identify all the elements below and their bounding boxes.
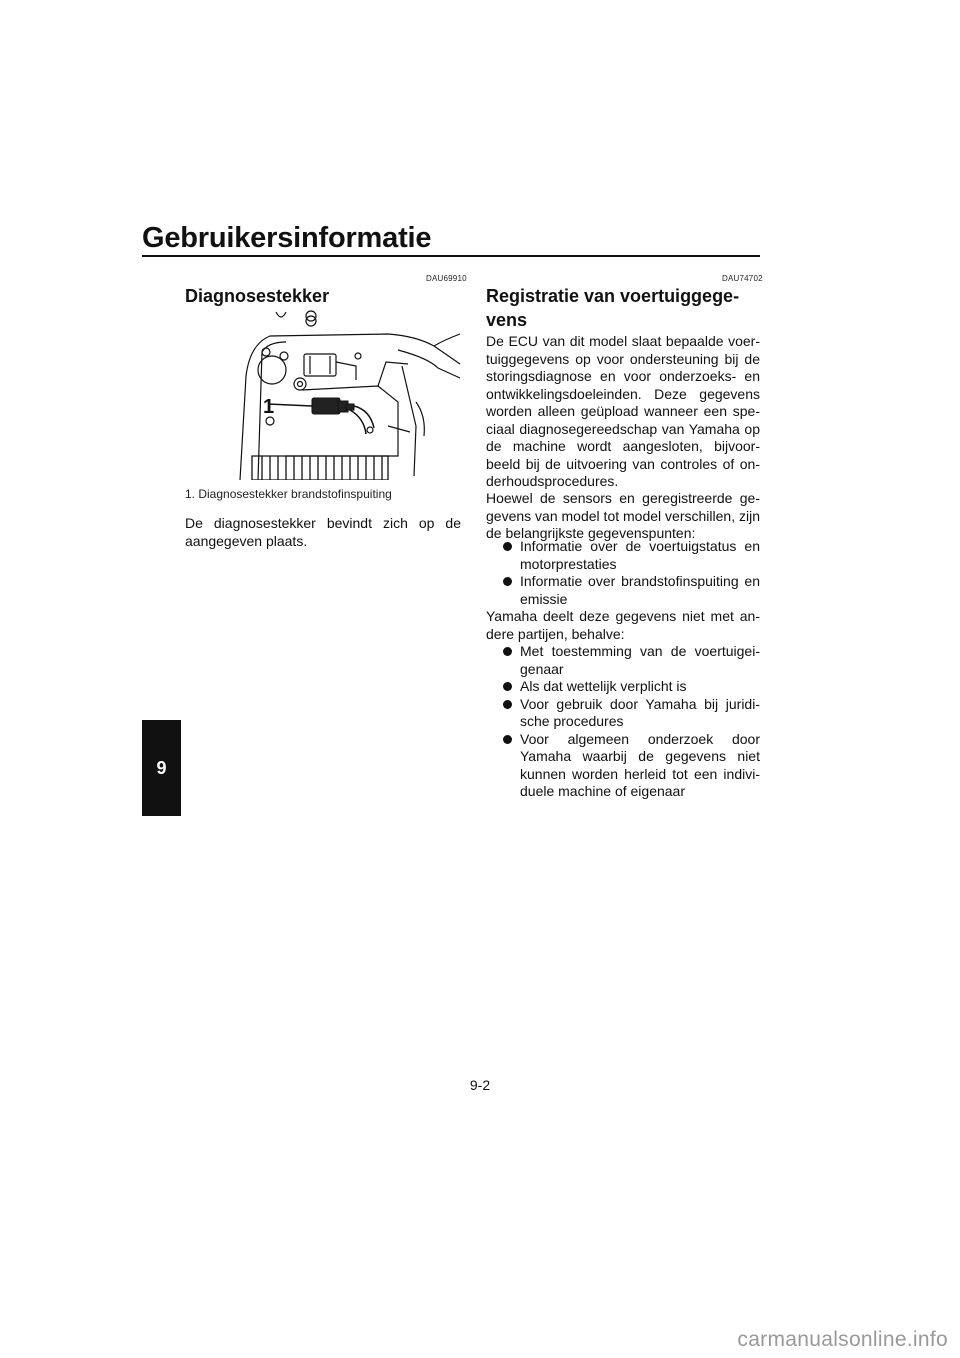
bullet-icon [503,682,512,691]
chapter-tab[interactable] [142,720,181,816]
right-heading-line-2: vens [486,310,528,330]
connector-illustration [238,306,461,480]
bullet-icon [503,700,512,709]
list-item [500,696,760,731]
left-section-code: DAU69910 [426,274,467,283]
bullet-icon [503,647,512,656]
left-paragraph: De diagnosestekker bevindt zich op de aangegeven plaats. [185,515,461,549]
bullet-icon [503,577,512,586]
list-item [500,678,760,696]
list-item-text: Voor algemeen onderzoek door Yamaha waarbij de gegevens niet kunnen worden herleid tot een indivi-duele machine of eigenaar [520,730,760,799]
right-paragraph-1: De ECU van dit model slaat bepaalde voer-tuiggegevens op voor ondersteuning bij de storingsdiagnose en voor onderzoeks- en ontwikkelingsdoeleinden. Deze gegevens worden alleen geüpload wanneer een spe-ciaal diagnosegereedschap van Yamaha op de machine wordt aangesloten, bijvoor-beeld bij de uitvoering van controles of on-derhoudsprocedures. [486,333,760,489]
list-item [500,731,760,801]
figure-callout-number: 1 [263,396,275,418]
figure-caption: 1. Diagnosestekker brandstofinspuiting [185,487,392,501]
list-item-text: Voor gebruik door Yamaha bij juridi-sche procedures [520,695,760,729]
header-divider [142,255,760,257]
bullet-icon [503,735,512,744]
right-paragraph-2: Hoewel de sensors en geregistreerde ge-gevens van model tot model verschillen, zijn de belangrijkste gegevenspunten: [486,490,760,541]
ignition-icon [276,312,286,317]
list-item-text: Met toestemming van de voertuigei-genaar [520,643,760,677]
list-item [500,643,760,678]
left-section-heading: Diagnosestekker [185,286,330,306]
diagnose-connector [312,398,354,414]
bullet-icon [503,542,512,551]
data-points-list [500,538,760,608]
footer-watermark-link[interactable]: carmanualsonline.info [737,1328,948,1351]
list-item [500,538,760,573]
exceptions-list [500,643,760,801]
list-item-text: Als dat wettelijk verplicht is [520,678,687,694]
list-item-text: Informatie over de voertuigstatus en motorprestaties [520,538,760,572]
list-item [500,573,760,608]
right-paragraph-3: Yamaha deelt deze gegevens niet met an-dere partijen, behalve: [486,608,760,642]
list-item-text: Informatie over brandstofinspuiting en emissie [520,573,760,607]
right-heading-line-1: Registratie van voertuiggege- [486,286,740,306]
page-number: 9-2 [469,1077,491,1093]
chapter-tab-number: 9 [156,757,167,778]
right-section-heading [486,284,739,332]
lock-icon [306,311,316,326]
diagnose-connector-figure [238,306,461,480]
right-section-code: DAU74702 [722,274,763,283]
page-header-title: Gebruikersinformatie [142,222,432,254]
